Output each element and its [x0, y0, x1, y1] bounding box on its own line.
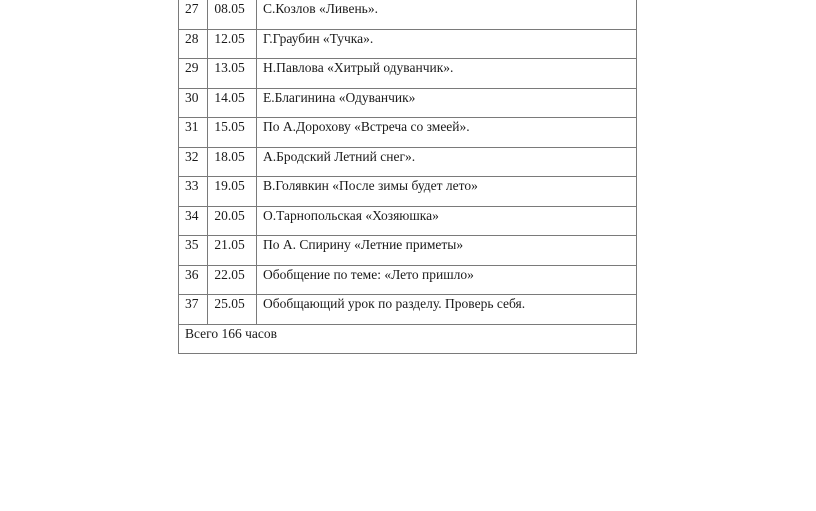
lesson-topic: Г.Граубин «Тучка».	[257, 29, 637, 59]
lesson-topic: Н.Павлова «Хитрый одуванчик».	[257, 59, 637, 89]
lesson-number: 37	[179, 295, 208, 325]
lesson-date: 22.05	[208, 265, 257, 295]
table-row	[179, 206, 637, 236]
lesson-date: 18.05	[208, 147, 257, 177]
lesson-number: 33	[179, 177, 208, 207]
lesson-topic: Обобщение по теме: «Лето пришло»	[257, 265, 637, 295]
lesson-topic: По А. Спирину «Летние приметы»	[257, 236, 637, 266]
lesson-topic: Е.Благинина «Одуванчик»	[257, 88, 637, 118]
table-row	[179, 295, 637, 325]
table-row	[179, 88, 637, 118]
lesson-date: 25.05	[208, 295, 257, 325]
table-row	[179, 118, 637, 148]
lesson-topic: В.Голявкин «После зимы будет лето»	[257, 177, 637, 207]
table-row	[179, 265, 637, 295]
lesson-number: 32	[179, 147, 208, 177]
lesson-number: 31	[179, 118, 208, 148]
lesson-topic: С.Козлов «Ливень».	[257, 0, 637, 29]
lesson-number: 35	[179, 236, 208, 266]
lesson-date: 20.05	[208, 206, 257, 236]
lesson-number: 28	[179, 29, 208, 59]
lesson-date: 12.05	[208, 29, 257, 59]
lesson-number: 34	[179, 206, 208, 236]
lesson-topic: Обобщающий урок по разделу. Проверь себя.	[257, 295, 637, 325]
lesson-date: 14.05	[208, 88, 257, 118]
table-row	[179, 236, 637, 266]
lesson-date: 21.05	[208, 236, 257, 266]
table-row	[179, 147, 637, 177]
table-row	[179, 29, 637, 59]
lesson-number: 29	[179, 59, 208, 89]
table-row	[179, 59, 637, 89]
lesson-schedule-table	[178, 0, 637, 354]
lesson-date: 15.05	[208, 118, 257, 148]
lesson-date: 19.05	[208, 177, 257, 207]
lesson-topic: О.Тарнопольская «Хозяюшка»	[257, 206, 637, 236]
lesson-date: 13.05	[208, 59, 257, 89]
lesson-number: 36	[179, 265, 208, 295]
lesson-number: 30	[179, 88, 208, 118]
table-row	[179, 0, 637, 29]
lesson-topic: А.Бродский Летний снег».	[257, 147, 637, 177]
total-hours: Всего 166 часов	[179, 324, 637, 354]
lesson-number: 27	[179, 0, 208, 29]
table-row	[179, 177, 637, 207]
lesson-date: 08.05	[208, 0, 257, 29]
lesson-topic: По А.Дорохову «Встреча со змеей».	[257, 118, 637, 148]
total-row	[179, 324, 637, 354]
